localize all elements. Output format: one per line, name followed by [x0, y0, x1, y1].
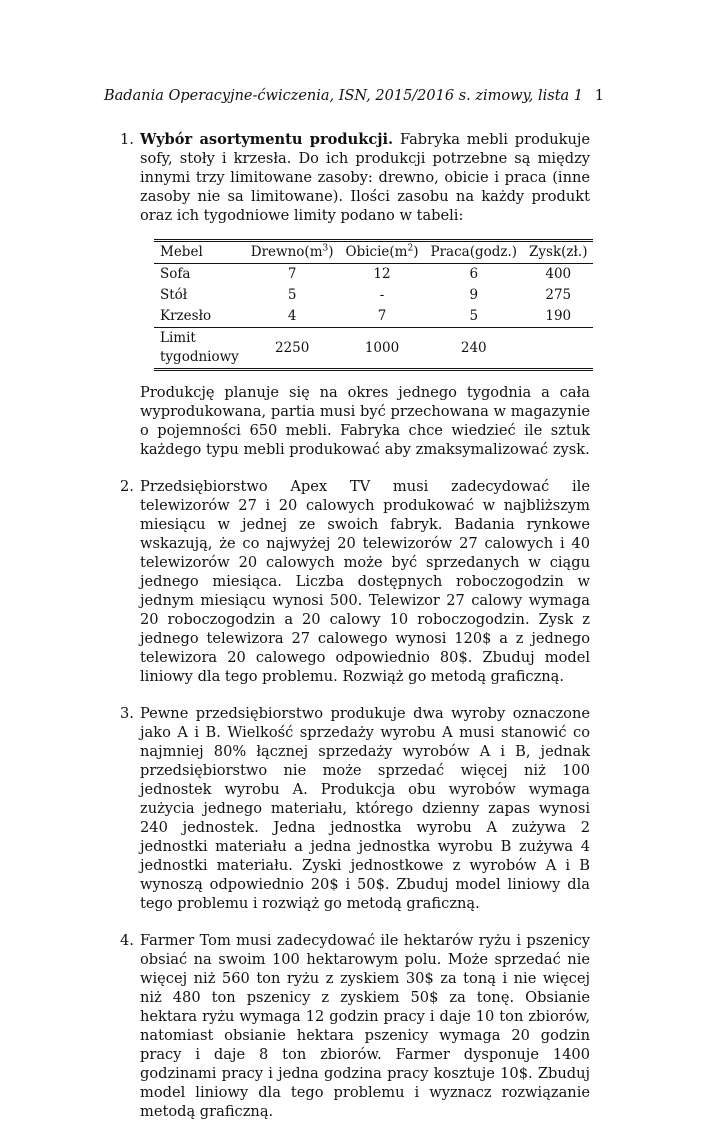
- table-cell: 240: [460, 339, 487, 356]
- problem-number: 2.: [120, 478, 134, 495]
- problem-intro-text: Fabryka mebli produkuje sofy, stoły i krzesła. Do ich produkcji potrzebne są między innymi trzy limitowane zasoby: drewno, obicie i praca (inne zasoby nie sa limitowane). Ilości zasobu na każdy produkt oraz ich tygodniowe limity podano w tabeli:: [140, 131, 591, 224]
- table-cell: 5: [287, 287, 297, 303]
- table-row: [154, 306, 593, 328]
- problem-text: Produkcję planuje się na okres jednego tygodnia a cała wyprodukowana, partia musi być przechowana w magazynie o pojemności 650 mebli. Fabryka chce wiedzieć ile sztuk każdego typu mebli produkować aby zmaksymalizować zysk.: [140, 384, 590, 458]
- table-cell: -: [379, 287, 385, 303]
- table-cell: 6: [469, 266, 479, 282]
- table-cell: 1000: [364, 339, 400, 356]
- problem-item: [104, 130, 590, 459]
- page-number: 1: [594, 88, 604, 104]
- table-cell: 190: [545, 308, 572, 324]
- table-cell: 9: [469, 287, 479, 303]
- problem-number: 1.: [120, 131, 134, 148]
- header-cell: Praca(godz.): [430, 244, 518, 260]
- problem-list: [104, 130, 590, 1139]
- header-title: Badania Operacyjne-ćwiczenia, ISN, 2015/2016 s. zimowy, lista 1: [104, 88, 584, 104]
- table-cell: 2250: [274, 339, 310, 356]
- resource-table: [154, 239, 593, 371]
- table-cell: 7: [287, 266, 297, 282]
- table-cell: Stół: [160, 287, 188, 303]
- header-cell: Mebel: [160, 244, 203, 260]
- table-row: [154, 285, 593, 306]
- table-row: [154, 264, 593, 286]
- table-cell: 400: [545, 266, 572, 282]
- problem-number: 4.: [120, 932, 134, 949]
- table-cell: 12: [373, 266, 391, 282]
- header-cell: Zysk(zł.): [529, 244, 588, 260]
- problem-item: [104, 704, 590, 913]
- problem-number: 3.: [120, 705, 134, 722]
- table-cell: Sofa: [160, 266, 191, 282]
- header-cell: $Drewno(m^3)$: [250, 243, 334, 260]
- problem-item: [104, 477, 590, 686]
- table-cell: 275: [545, 287, 572, 303]
- table-cell: 4: [287, 308, 297, 324]
- resource-table-wrapper: [154, 239, 590, 371]
- table-header-row: [154, 241, 593, 264]
- table-cell: 7: [377, 308, 387, 324]
- problem-text: Farmer Tom musi zadecydować ile hektarów ryżu i pszenicy obsiać na swoim 100 hektarowym polu. Może sprzedać nie więcej niż 560 ton ryżu z zyskiem 30$ za toną i nie więcej niż 480 ton pszenicy z zyskiem 50$ za tonę. Obsianie hektara ryżu wymaga 12 godzin pracy i daje 10 ton zbiorów, natomiast obsianie hektara pszenicy wymaga 20 godzin pracy i daje 8 ton zbiorów. Farmer dysponuje 1400 godzinami pracy i jedna godzina pracy kosztuje 10$. Zbuduj model liniowy dla tego problemu i wyznacz rozwiązanie metodą graficzną.: [140, 932, 590, 1120]
- problem-text: Pewne przedsiębiorstwo produkuje dwa wyroby oznaczone jako A i B. Wielkość sprzedaży wyrobu A musi stanowić co najmniej 80% łącznej sprzedaży wyrobów A i B, jednak przedsiębiorstwo nie może sprzedać więcej niż 100 jednostek wyrobu A. Produkcja obu wyrobów wymaga zużycia jednego materiału, którego dzienny zapas wynosi 240 jednostek. Jedna jednostka wyrobu A zużywa 2 jednostki materiału a jedna jednostka wyrobu B zużywa 4 jednostki materiału. Zyski jednostkowe z wyrobów A i B wynoszą odpowiednio 20$ i 50$. Zbuduj model liniowy dla tego problemu i rozwiąż go metodą graficzną.: [140, 705, 590, 912]
- table-cell: Limit tygodniowy: [160, 330, 239, 365]
- table-footer-row: [154, 328, 593, 370]
- problem-text: Przedsiębiorstwo Apex TV musi zadecydować ile telewizorów 27 i 20 calowych produkować w najbliższym miesiącu w jednej ze swoich fabryk. Badania rynkowe wskazują, że co najwyżej 20 telewizorów 27 calowych i 40 telewizorów 20 calowych może być sprzedanych w ciągu jednego miesiąca. Liczba dostępnych roboczogodzin w jednym miesiącu wynosi 500. Telewizor 27 calowy wymaga 20 roboczogodzin a 20 calowy 10 roboczogodzin. Zysk z jednego telewizora 27 calowego wynosi 120$ a z jednego telewizora 20 calowego odpowiednio 80$. Zbuduj model liniowy dla tego problemu. Rozwiąż go metodą graficzną.: [140, 478, 590, 685]
- page-header: [104, 88, 604, 104]
- problem-intro: [140, 130, 590, 225]
- problem-item: [104, 931, 590, 1121]
- header-cell: $Obicie(m^2)$: [345, 243, 419, 260]
- table-cell: [523, 328, 593, 370]
- table-cell: Krzesło: [160, 308, 212, 324]
- table-cell: 5: [469, 308, 479, 324]
- problem-title: Wybór asortymentu produkcji.: [140, 131, 394, 148]
